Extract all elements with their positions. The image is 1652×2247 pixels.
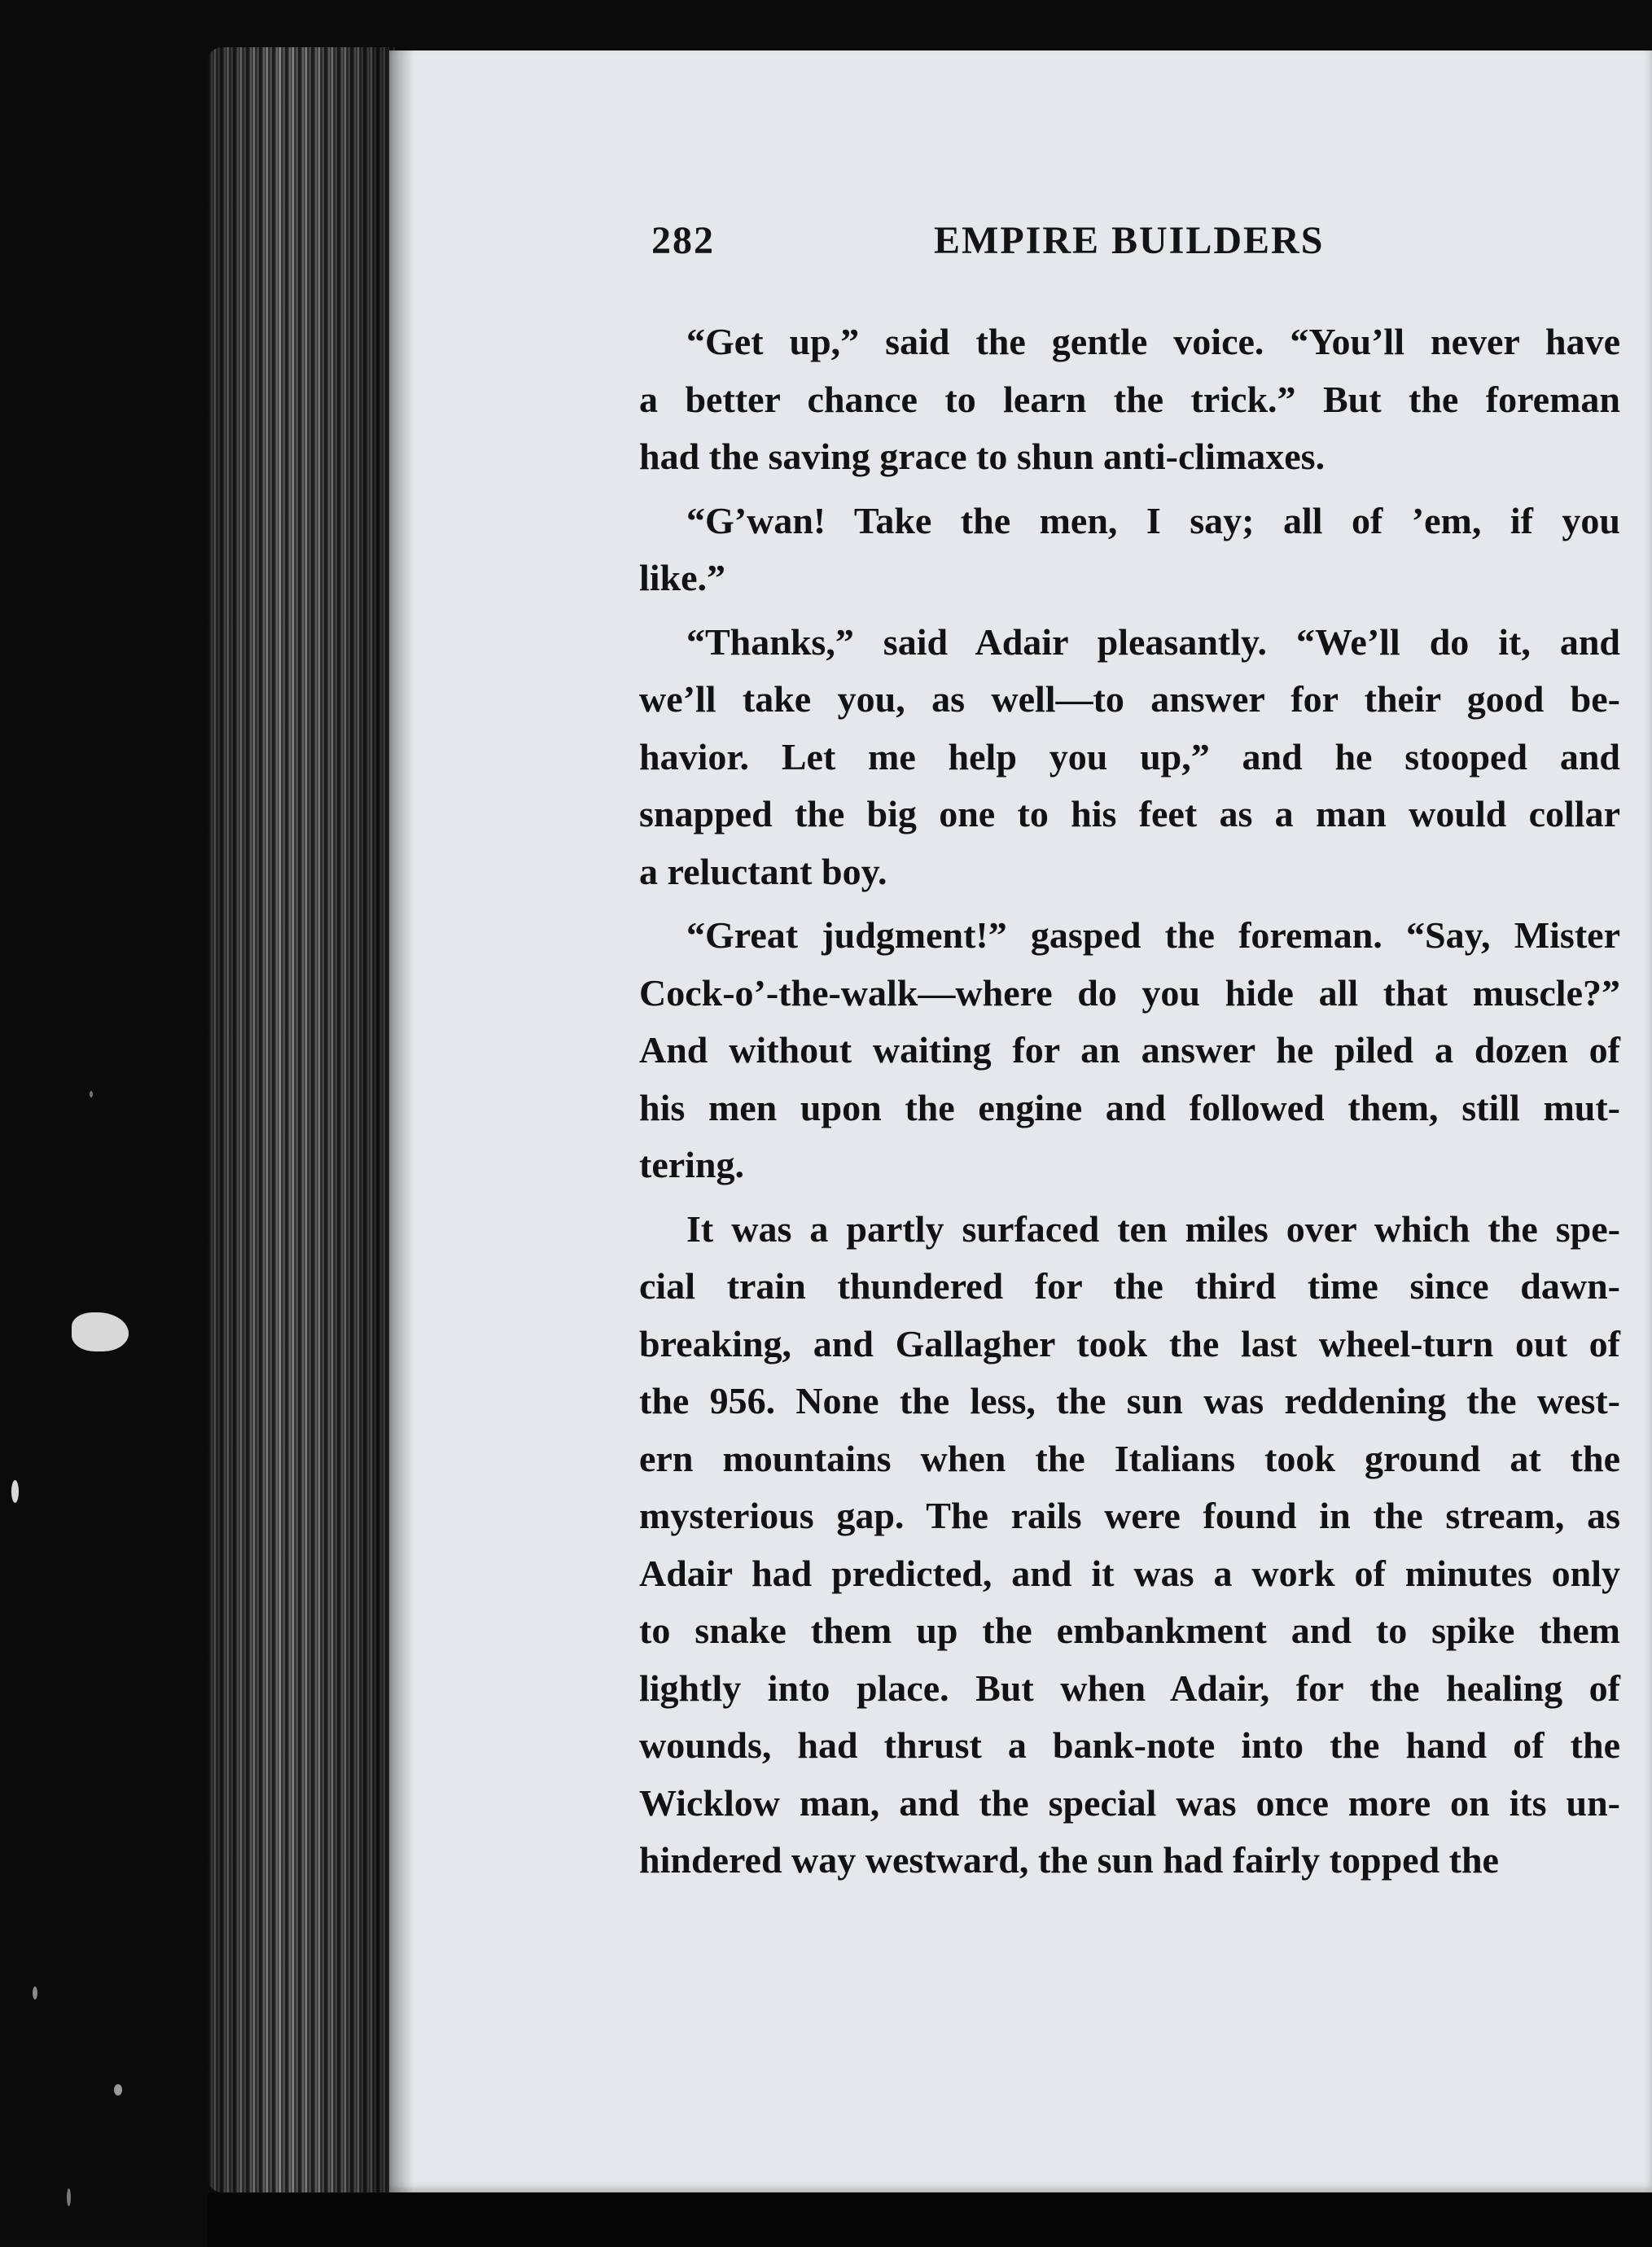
page-gutter-shadow (389, 50, 414, 2194)
text-line: to snake them up the embankment and to spike them (639, 1610, 1620, 1651)
text-line: “Thanks,” said Adair pleasantly. “We’ll do it, and (686, 620, 1620, 663)
scanner-speck (72, 1312, 129, 1351)
text-line: a better chance to learn the trick.” But the foreman (639, 378, 1620, 420)
text-line: havior. Let me help you up,” and he stooped and (639, 735, 1620, 777)
paragraph (639, 907, 1620, 1194)
paragraph-gap (639, 486, 1620, 493)
scanner-speck (11, 1480, 19, 1503)
paragraph (639, 1201, 1620, 1890)
paragraph-gap (639, 607, 1620, 614)
paragraph (639, 313, 1620, 486)
text-line: breaking, and Gallagher took the last wheel-turn out of (639, 1322, 1620, 1364)
scanner-speck (67, 2188, 71, 2206)
text-line: hindered way westward, the sun had fairly topped the (639, 1839, 1499, 1881)
text-line: a reluctant boy. (639, 850, 887, 892)
text-line: Wicklow man, and the special was once more on its un- (639, 1781, 1620, 1824)
book-edge-shadow (208, 47, 395, 2192)
text-line: lightly into place. But when Adair, for the healing of (639, 1667, 1620, 1709)
scanner-speck (114, 2084, 122, 2096)
text-line: “Great judgment!” gasped the foreman. “Say, Mister (686, 914, 1620, 956)
text-line: And without waiting for an answer he piled a dozen of (639, 1029, 1620, 1071)
text-line: we’ll take you, as well—to answer for their good be- (639, 678, 1620, 720)
scanner-speck (90, 1091, 93, 1097)
scanner-speck (33, 1986, 37, 2000)
text-line: Adair had predicted, and it was a work of minutes only (639, 1552, 1620, 1594)
paragraph-gap (639, 900, 1620, 907)
body-text (639, 313, 1620, 1890)
page-number: 282 (651, 219, 715, 262)
running-title: EMPIRE BUILDERS (934, 219, 1325, 262)
text-line: had the saving grace to shun anti-climaxes. (639, 436, 1326, 477)
paragraph-gap (639, 1194, 1620, 1201)
text-line: mysterious gap. The rails were found in the stream, as (639, 1495, 1620, 1536)
text-line: “Get up,” said the gentle voice. “You’ll never have (686, 321, 1620, 362)
text-line: tering. (639, 1144, 745, 1185)
paragraph (639, 614, 1620, 901)
text-line: the 956. None the less, the sun was reddening the west- (639, 1380, 1620, 1421)
scanner-bottom-edge (208, 2192, 1652, 2247)
text-line: cial train thundered for the third time since dawn- (639, 1265, 1620, 1307)
text-line: his men upon the engine and followed them, still mut- (639, 1086, 1620, 1128)
text-line: “G’wan! Take the men, I say; all of ’em, if you (686, 499, 1620, 541)
text-line: wounds, had thrust a bank-note into the hand of the (639, 1724, 1620, 1766)
text-line: snapped the big one to his feet as a man would collar (639, 793, 1620, 834)
text-line: Cock-o’-the-walk—where do you hide all that muscle?” (639, 971, 1620, 1014)
text-line: ern mountains when the Italians took ground at the (639, 1437, 1620, 1479)
paragraph (639, 493, 1620, 607)
text-line: like.” (639, 557, 726, 598)
text-line: It was a partly surfaced ten miles over which the spe- (686, 1207, 1620, 1250)
